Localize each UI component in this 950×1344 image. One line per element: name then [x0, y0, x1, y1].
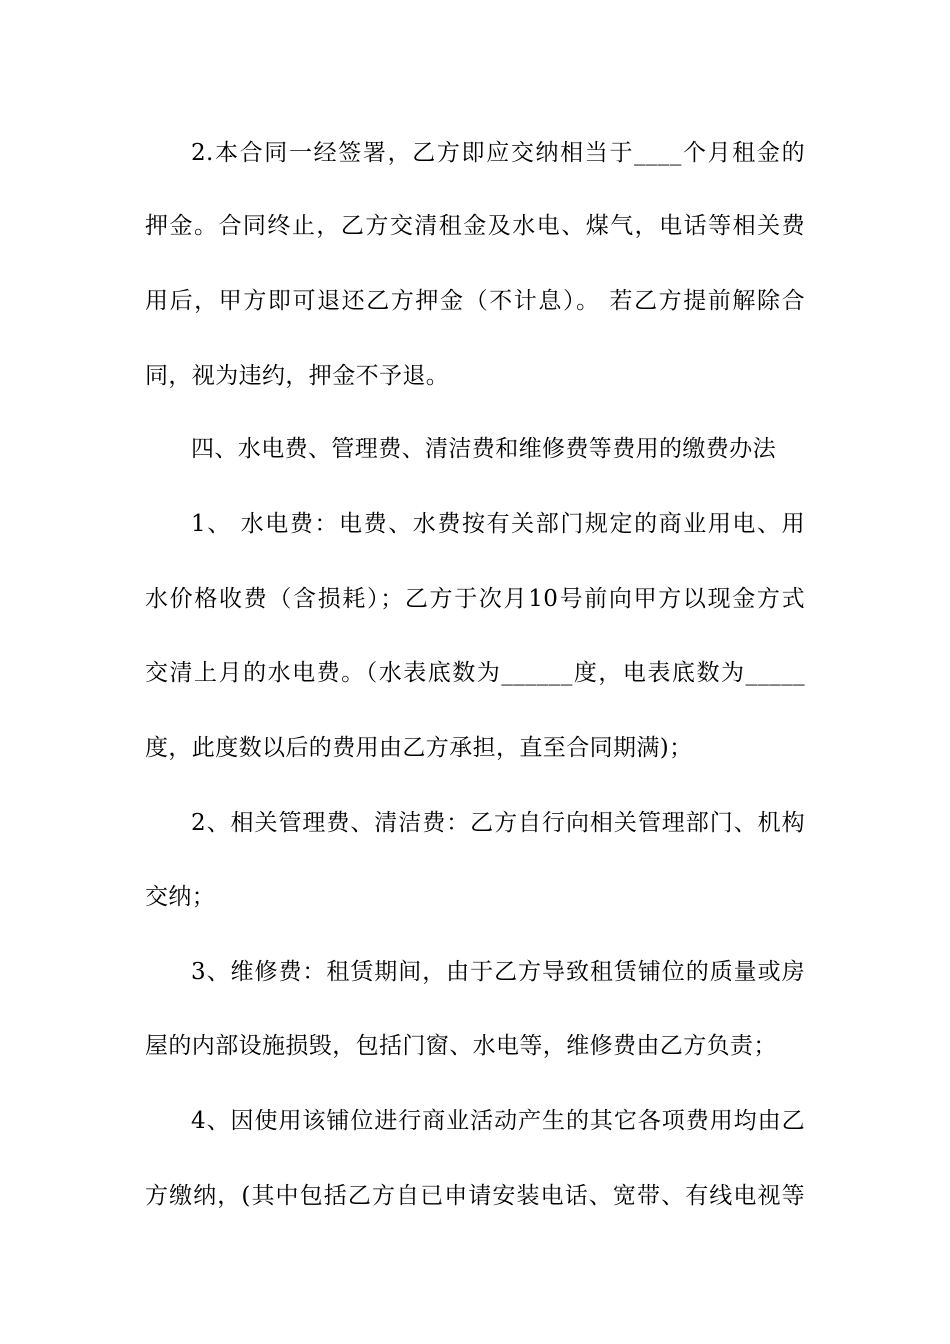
text-line: 度，此度数以后的费用由乙方承担，直至合同期满)； — [145, 735, 693, 761]
text-line: 1、 水电费：电费、水费按有关部门规定的商业用电、用 — [191, 511, 805, 537]
text-line: 同，视为违约，押金不予退。 — [145, 363, 450, 389]
text-line: 交清上月的水电费。（水表底数为______度，电表底数为_____ — [145, 660, 805, 686]
section-heading: 四、水电费、管理费、清洁费和维修费等费用的缴费办法 — [191, 436, 776, 462]
text-line: 2.本合同一经签署，乙方即应交纳相当于____个月租金的 — [191, 140, 805, 166]
text-line: 押金。合同终止，乙方交清租金及水电、煤气，电话等相关费 — [145, 213, 805, 239]
text-line: 交纳； — [145, 884, 216, 910]
text-line: 4、因使用该铺位进行商业活动产生的其它各项费用均由乙 — [191, 1108, 805, 1134]
text-line: 水价格收费（含损耗）；乙方于次月10号前向甲方以现金方式 — [145, 586, 805, 612]
text-line: 方缴纳，(其中包括乙方自已申请安装电话、宽带、有线电视等 — [145, 1183, 805, 1209]
text-line: 2、相关管理费、清洁费：乙方自行向相关管理部门、机构 — [191, 810, 805, 836]
text-line: 3、维修费：租赁期间，由于乙方导致租赁铺位的质量或房 — [191, 959, 805, 985]
text-line: 用后，甲方即可退还乙方押金（不计息）。 若乙方提前解除合 — [145, 288, 805, 314]
text-line: 屋的内部设施损毁，包括门窗、水电等，维修费由乙方负责； — [145, 1033, 777, 1059]
